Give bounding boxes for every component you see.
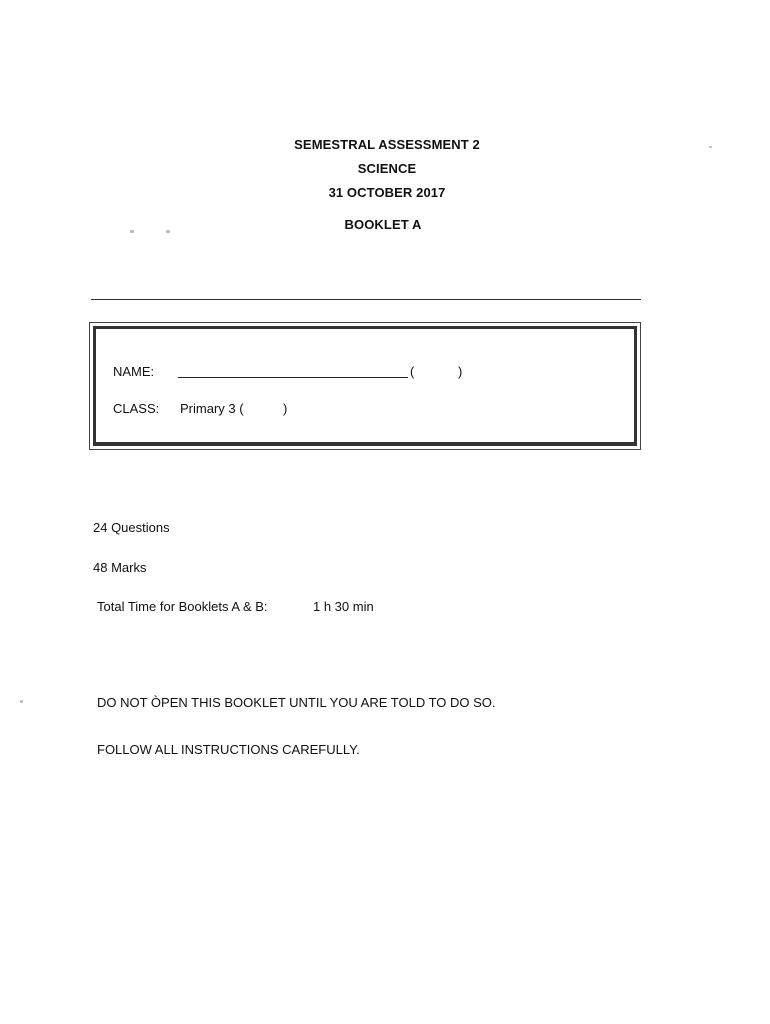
instruction-do-not-open: DO NOT ÒPEN THIS BOOKLET UNTIL YOU ARE TOLD TO DO SO.	[97, 695, 496, 710]
index-number-paren-open: (	[410, 364, 415, 379]
index-number-paren-close: )	[458, 364, 463, 379]
name-label: NAME:	[113, 364, 155, 379]
class-value: Primary 3 (	[180, 401, 244, 416]
class-label: CLASS:	[113, 401, 160, 416]
scan-speck	[130, 230, 134, 233]
time-value: 1 h 30 min	[313, 599, 374, 614]
class-paren-close: )	[283, 401, 288, 416]
exam-date: 31 OCTOBER 2017	[328, 185, 446, 200]
scan-speck	[20, 700, 23, 703]
assessment-title: SEMESTRAL ASSESSMENT 2	[294, 137, 480, 152]
name-field[interactable]	[178, 377, 408, 378]
scan-speck	[166, 230, 170, 233]
subject-title: SCIENCE	[357, 161, 417, 176]
student-info-box	[89, 322, 641, 450]
student-info-box-border	[93, 326, 637, 446]
question-count: 24 Questions	[93, 520, 170, 535]
scan-speck	[709, 146, 712, 148]
booklet-title: BOOKLET A	[344, 217, 422, 232]
total-marks: 48 Marks	[93, 560, 147, 575]
time-label: Total Time for Booklets A & B:	[97, 599, 268, 614]
divider-line	[91, 299, 641, 300]
instruction-follow: FOLLOW ALL INSTRUCTIONS CAREFULLY.	[97, 742, 360, 757]
